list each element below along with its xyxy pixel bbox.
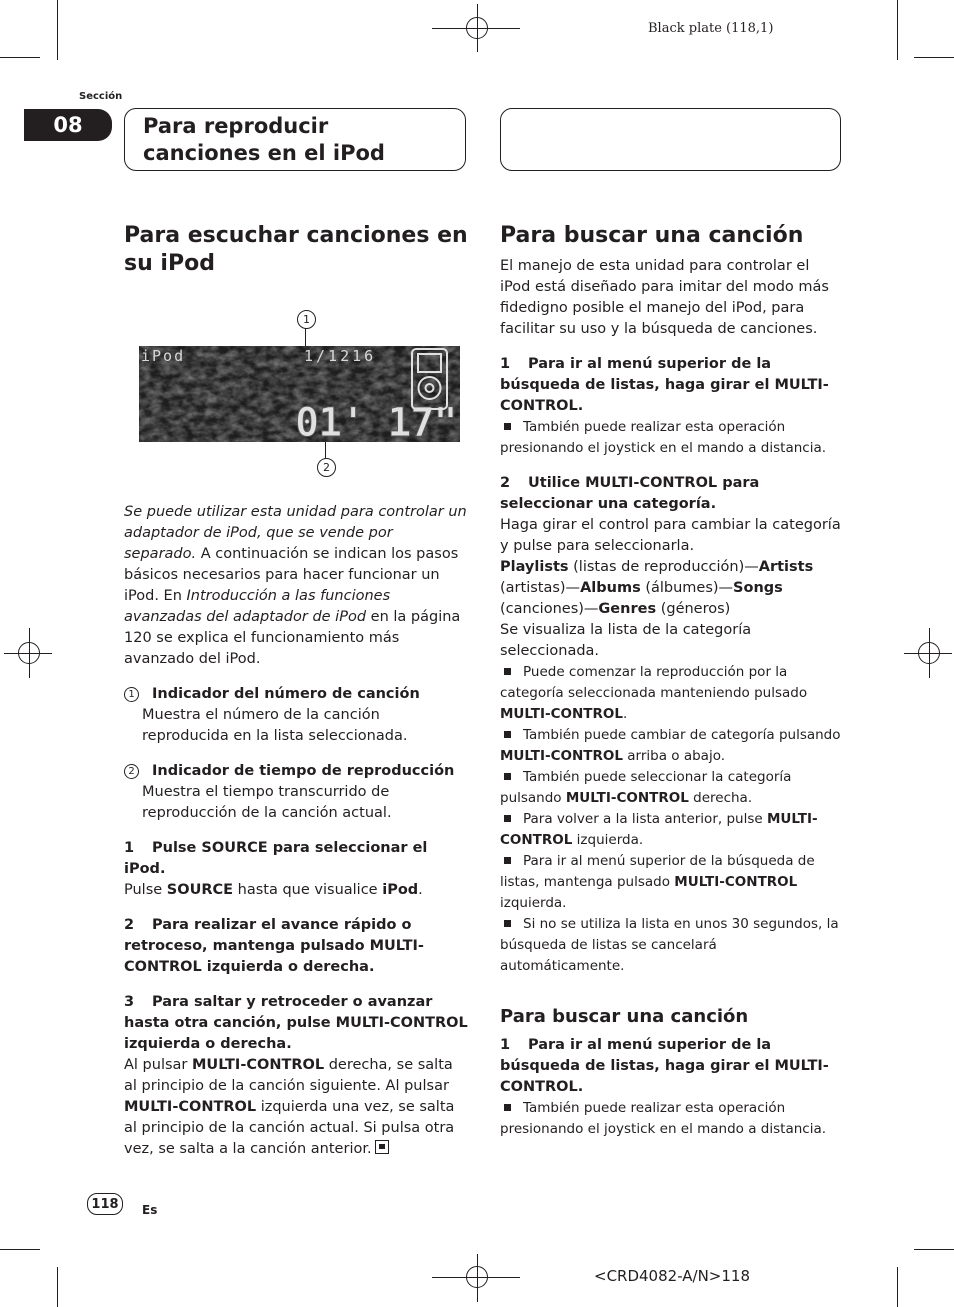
callout-2: 2 — [317, 458, 336, 477]
section-label: Sección — [79, 91, 123, 102]
header-title-box — [124, 108, 466, 171]
page-number-badge — [87, 1193, 123, 1215]
plate-label: Black plate (118,1) — [648, 21, 774, 36]
end-of-section-icon — [375, 1140, 389, 1154]
intro-link[interactable]: Introducción a las funciones avanzadas del adaptador de iPod — [124, 588, 391, 625]
intro-text-2: en la página 120 se explica el funcionamiento más avanzado del iPod. — [124, 609, 461, 667]
callout-1-line — [305, 328, 306, 348]
right-step-2-after: Se visualiza la lista de la categoría seleccionada. — [500, 622, 752, 659]
display-track-text: 1/1216 — [304, 347, 377, 365]
bullet-icon — [504, 815, 511, 822]
right-step-3-note: También puede realizar esta operación presionando el joystick en el mando a distancia. — [500, 1100, 827, 1137]
bullet-icon — [504, 857, 511, 864]
right-heading: Para buscar una canción — [500, 223, 804, 248]
display-source-text: iPod — [141, 347, 186, 365]
right-step-2-note-3: También puede seleccionar la categoría pulsando MULTI-CONTROL derecha. — [500, 769, 792, 806]
language-label: Es — [142, 1203, 158, 1217]
left-step-1-text: Pulse SOURCE hasta que visualice iPod. — [124, 882, 423, 898]
right-step-2-note-6: Si no se utiliza la lista en unos 30 segundos, la búsqueda de listas se cancelará automáticamente. — [500, 916, 839, 974]
legend-item-1: 1 Indicador del número de canción — [124, 684, 468, 705]
header-empty-box — [500, 108, 841, 171]
left-body — [124, 502, 468, 1160]
legend-item-2-desc: Muestra el tiempo transcurrido de reproducción de la canción actual. — [142, 784, 392, 821]
left-step-1-title: 1 Pulse SOURCE para seleccionar el iPod. — [124, 840, 428, 877]
right-intro: El manejo de esta unidad para controlar el iPod está diseñado para imitar del modo más fidedigno posible el manejo del iPod, para facilitar su uso y la búsqueda de canciones. — [500, 258, 829, 337]
right-step-1-note: También puede realizar esta operación presionando el joystick en el mando a distancia. — [500, 419, 827, 456]
category-list: Playlists (listas de reproducción)—Artists (artistas)—Albums (álbumes)—Songs (canciones)—Genres (géneros) — [500, 559, 814, 617]
intro-italic: Se puede utilizar esta unidad para controlar un adaptador de iPod, que se vende por separado. — [124, 504, 467, 562]
left-column — [124, 222, 468, 278]
right-step-2-title: 2 Utilice MULTI-CONTROL para seleccionar una categoría. — [500, 475, 760, 512]
left-step-2-title: 2 Para realizar el avance rápido o retroceso, mantenga pulsado MULTI-CONTROL izquierda o derecha. — [124, 917, 424, 975]
right-step-2-note-2: También puede cambiar de categoría pulsando MULTI-CONTROL arriba o abajo. — [500, 727, 841, 764]
bullet-icon — [504, 1104, 511, 1111]
right-step-2-note-1: Puede comenzar la reproducción por la categoría seleccionada manteniendo pulsado MULTI-CONTROL. — [500, 664, 808, 722]
right-column — [500, 222, 844, 1140]
left-step-3-text: Al pulsar MULTI-CONTROL derecha, se salta al principio de la canción siguiente. Al pulsar MULTI-CONTROL izquierda una vez, se salta al principio de la canción actual. Si pulsa otra vez, se salta a la canción anterior. — [124, 1057, 455, 1157]
document-code: <CRD4082-A/N>118 — [594, 1267, 751, 1285]
callout-2-line — [325, 440, 326, 458]
right-step-1-title: 1 Para ir al menú superior de la búsqueda de listas, haga girar el MULTI-CONTROL. — [500, 356, 829, 414]
left-step-3-title: 3 Para saltar y retroceder o avanzar hasta otra canción, pulse MULTI-CONTROL izquierda o derecha. — [124, 994, 468, 1052]
ipod-display-screen — [139, 346, 460, 442]
bullet-icon — [504, 668, 511, 675]
left-heading: Para escuchar canciones en su iPod — [124, 223, 468, 276]
intro-text-1: A continuación se indican los pasos básicos necesarios para hacer funcionar un iPod. En — [124, 546, 459, 604]
right-step-2-note-4: Para volver a la lista anterior, pulse MULTI-CONTROL izquierda. — [500, 811, 818, 848]
bullet-icon — [504, 423, 511, 430]
header-title: Para reproducir canciones en el iPod — [143, 114, 385, 165]
right-step-3-title: 1 Para ir al menú superior de la búsqueda de listas, haga girar el MULTI-CONTROL. — [500, 1037, 829, 1095]
right-step-2-note-5: Para ir al menú superior de la búsqueda de listas, mantenga pulsado MULTI-CONTROL izquierda. — [500, 853, 815, 911]
right-subheading: Para buscar una canción — [500, 1006, 749, 1027]
legend-item-2: 2 Indicador de tiempo de reproducción — [124, 761, 468, 782]
section-number: 08 — [53, 113, 83, 137]
legend-item-1-desc: Muestra el número de la canción reproducida en la lista seleccionada. — [142, 707, 408, 744]
bullet-icon — [504, 731, 511, 738]
bullet-icon — [504, 773, 511, 780]
display-time-text: 01' 17" — [295, 400, 457, 442]
bullet-icon — [504, 920, 511, 927]
right-step-2-text: Haga girar el control para cambiar la categoría y pulse para seleccionarla. — [500, 517, 841, 554]
callout-1: 1 — [297, 310, 316, 329]
section-badge — [24, 109, 112, 141]
page-number: 118 — [91, 1196, 119, 1212]
